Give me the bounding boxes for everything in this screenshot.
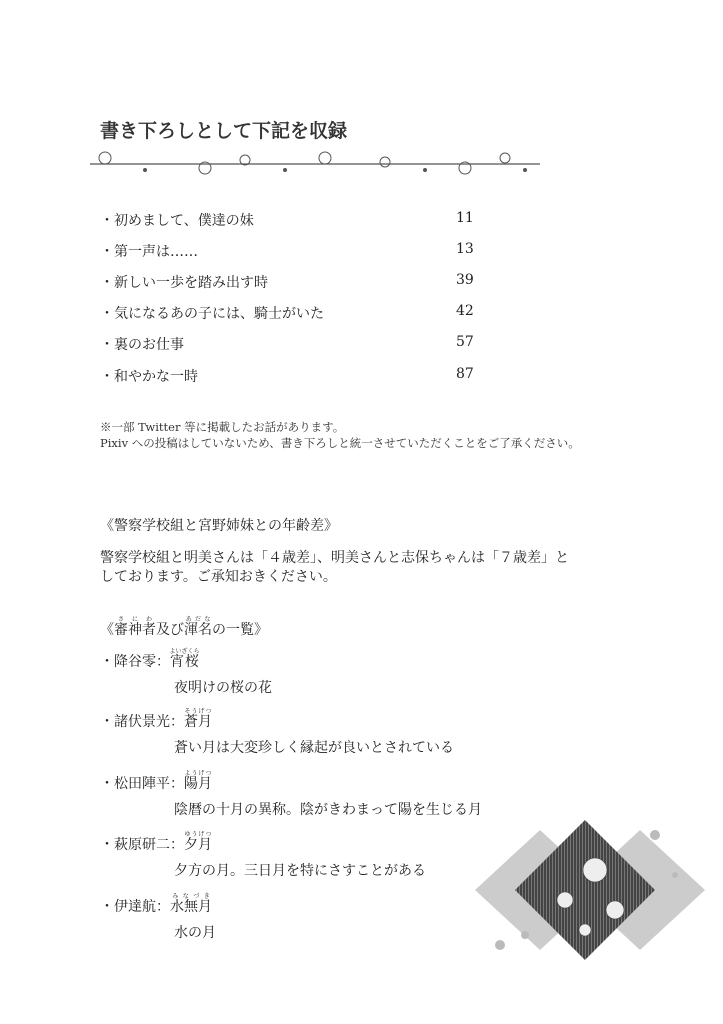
heading-word: の一覧》: [212, 622, 268, 638]
name-entry: [100, 831, 212, 854]
toc-page: 42: [456, 303, 474, 319]
names-heading: [100, 616, 268, 639]
toc-item: [100, 241, 480, 261]
person-name: ・諸伏景光：: [100, 714, 184, 730]
sakura-diamond-ornament: [465, 815, 705, 965]
name-entry: [100, 708, 212, 731]
nickname: 蒼月: [184, 714, 212, 730]
floral-divider: [85, 148, 545, 178]
furigana: あだな: [184, 616, 212, 623]
toc-page: 87: [456, 366, 474, 382]
toc-item: [100, 334, 480, 354]
name-entry: [100, 648, 200, 671]
furigana: そうげつ: [184, 708, 212, 715]
nickname-desc: 夜明けの桜の花: [174, 680, 272, 696]
nickname: 陽月: [184, 776, 212, 792]
nickname-desc: 陰暦の十月の異称。陰がきわまって陽を生じる月: [174, 802, 482, 818]
age-text: 警察学校組と明美さんは「４歳差」、明美さんと志保ちゃんは「７歳差」と: [100, 550, 569, 566]
nickname: 夕月: [184, 837, 212, 853]
toc-page: 11: [456, 210, 474, 226]
toc-label: ・第一声は……: [100, 244, 198, 260]
nickname-desc: 蒼い月は大変珍しく縁起が良いとされている: [174, 740, 454, 756]
toc-label: ・新しい一歩を踏み出す時: [100, 275, 268, 291]
person-name: ・松田陣平：: [100, 776, 184, 792]
toc-label: ・和やかな一時: [100, 369, 198, 385]
note-line: Pixiv への投稿はしていないため、書き下ろしと統一させていただくことをご了承ください。: [100, 436, 580, 450]
nickname-desc: 夕方の月。三日月を特にさすことがある: [174, 863, 426, 879]
furigana: ゆうげつ: [184, 831, 212, 838]
furigana: さにわ: [114, 616, 156, 623]
toc-item: [100, 303, 480, 323]
toc-page: 13: [456, 241, 474, 257]
toc-item: [100, 272, 480, 292]
toc-page: 57: [456, 334, 474, 350]
furigana: ようげつ: [184, 770, 212, 777]
bracket: 《: [100, 622, 114, 638]
person-name: ・降谷零：: [100, 654, 170, 670]
toc-label: ・裏のお仕事: [100, 337, 184, 353]
age-heading: 《警察学校組と宮野姉妹との年齢差》: [100, 518, 338, 534]
name-entry: [100, 893, 212, 916]
toc-item: [100, 366, 480, 386]
note-line: ※一部 Twitter 等に掲載したお話があります。: [100, 420, 345, 434]
furigana: みなづき: [170, 893, 212, 900]
age-text: しております。ご承知おきください。: [100, 569, 337, 585]
nickname: 水無月: [170, 899, 212, 915]
page-title: 書き下ろしとして下記を収録: [100, 120, 348, 142]
toc-item: [100, 210, 480, 230]
name-entry: [100, 770, 212, 793]
person-name: ・萩原研二：: [100, 837, 184, 853]
furigana: よいざくら: [169, 648, 200, 655]
heading-word: 審神者: [114, 622, 156, 638]
toc-page: 39: [456, 272, 474, 288]
person-name: ・伊達航：: [100, 899, 170, 915]
heading-word: 渾名: [184, 622, 212, 638]
toc-label: ・気になるあの子には、騎士がいた: [100, 306, 324, 322]
nickname: 宵桜: [169, 654, 200, 670]
heading-word: 及び: [156, 622, 184, 638]
nickname-desc: 水の月: [174, 925, 216, 941]
toc-label: ・初めまして、僕達の妹: [100, 213, 254, 229]
